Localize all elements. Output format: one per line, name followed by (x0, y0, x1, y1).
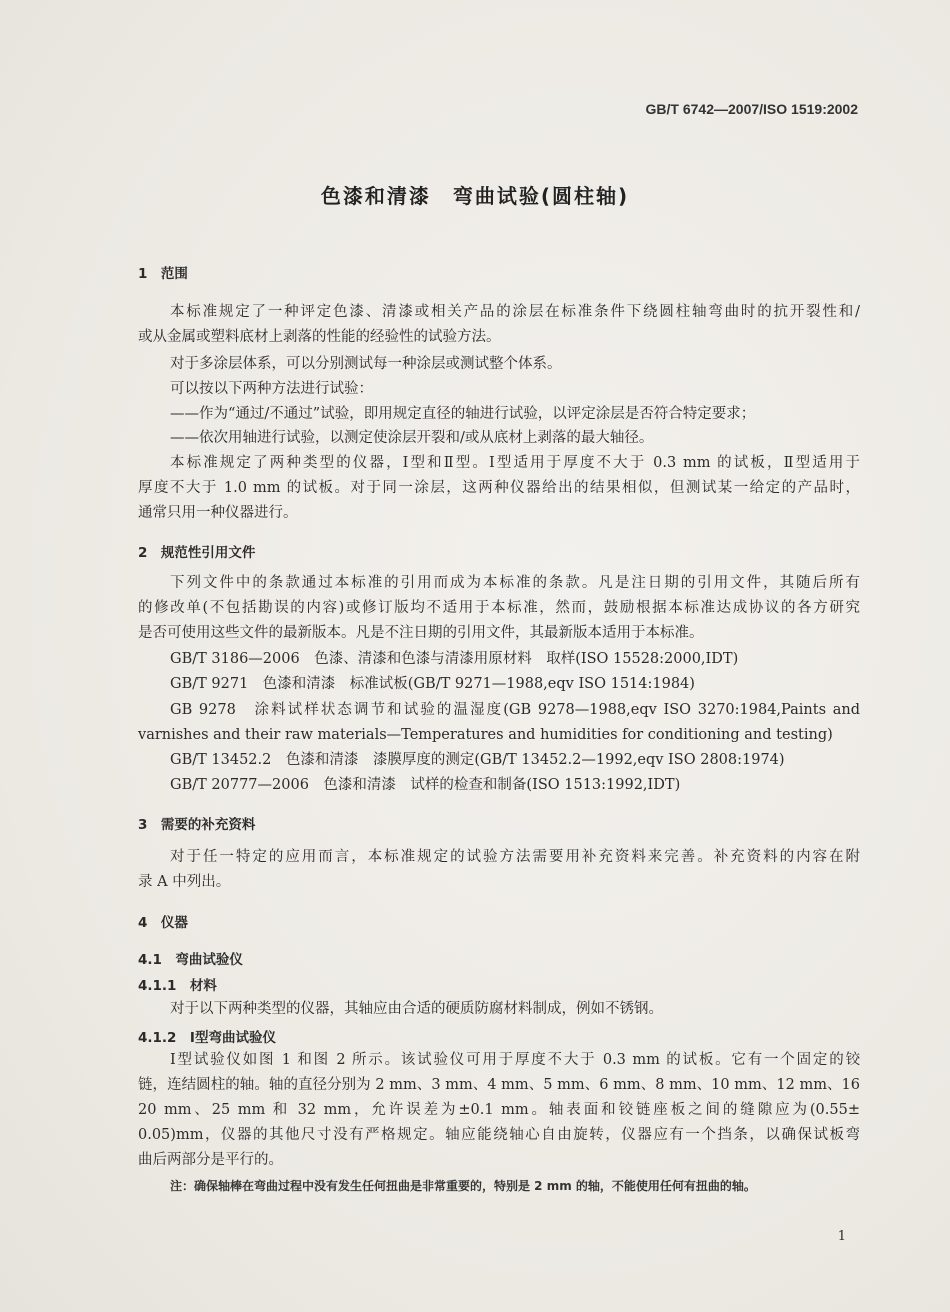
reference-item: GB/T 3186—2006 色漆、清漆和色漆与清漆用原材料 取样(ISO 15528:2000,IDT) (170, 651, 739, 667)
reference-item: varnishes and their raw materials—Temperatures and humidities for conditioning and testing) (138, 727, 833, 743)
section-4-heading: 4 仪器 (138, 915, 188, 931)
text-line: 或从金属或塑料底材上剥落的性能的经验性的试验方法。 (138, 329, 501, 345)
reference-item: GB/T 13452.2 色漆和清漆 漆膜厚度的测定(GB/T 13452.2—1992,eqv ISO 2808:1974) (170, 752, 785, 768)
text-line: 可以按以下两种方法进行试验： (170, 381, 373, 397)
reference-item: GB/T 9271 色漆和清漆 标准试板(GB/T 9271—1988,eqv ISO 1514:1984) (170, 676, 695, 692)
list-item: ——作为“通过/不通过”试验，即用规定直径的轴进行试验，以评定涂层是否符合特定要求； (170, 406, 756, 422)
text-line: 通常只用一种仪器进行。 (138, 505, 298, 521)
reference-item: GB/T 20777—2006 色漆和清漆 试样的检查和制备(ISO 1513:1992,IDT) (170, 777, 681, 793)
section-2-heading: 2 规范性引用文件 (138, 545, 256, 561)
text-line: 曲后两部分是平行的。 (138, 1152, 283, 1168)
text-line: 链，连结圆柱的轴。轴的直径分别为 2 mm、3 mm、4 mm、5 mm、6 mm、8 mm、10 mm、12 mm、16 (138, 1077, 860, 1093)
text-line: Ⅰ型试验仪如图 1 和图 2 所示。该试验仪可用于厚度不大于 0.3 mm 的试板。它有一个固定的铰 (170, 1052, 860, 1068)
section-1-heading: 1 范围 (138, 266, 188, 282)
text-line: 对于多涂层体系，可以分别测试每一种涂层或测试整个体系。 (170, 356, 562, 372)
standard-code: GB/T 6742—2007/ISO 1519:2002 (645, 101, 858, 117)
section-4-1-heading: 4.1 弯曲试验仪 (138, 952, 243, 968)
text-line: 20 mm、25 mm 和 32 mm，允许误差为±0.1 mm。轴表面和铰链座板之间的缝隙应为(0.55± (138, 1102, 860, 1118)
document-title: 色漆和清漆 弯曲试验(圆柱轴) (320, 184, 630, 208)
text-line: 厚度不大于 1.0 mm 的试板。对于同一涂层，这两种仪器给出的结果相似，但测试某一给定的产品时， (138, 480, 860, 496)
text-line: 是否可使用这些文件的最新版本。凡是不注日期的引用文件，其最新版本适用于本标准。 (138, 625, 704, 641)
text-line: 对于任一特定的应用而言，本标准规定的试验方法需要用补充资料来完善。补充资料的内容在附 (170, 849, 860, 865)
reference-item: GB 9278 涂料试样状态调节和试验的温湿度(GB 9278—1988,eqv ISO 3270:1984,Paints and (170, 702, 860, 718)
text-line: 本标准规定了一种评定色漆、清漆或相关产品的涂层在标准条件下绕圆柱轴弯曲时的抗开裂性和/ (170, 304, 860, 320)
text-line: 录 A 中列出。 (138, 874, 231, 890)
list-item: ——依次用轴进行试验，以测定使涂层开裂和/或从底材上剥落的最大轴径。 (170, 430, 654, 446)
section-4-1-2-heading: 4.1.2 Ⅰ型弯曲试验仪 (138, 1030, 276, 1046)
text-line: 下列文件中的条款通过本标准的引用而成为本标准的条款。凡是注日期的引用文件，其随后所有 (170, 575, 860, 591)
note: 注：确保轴棒在弯曲过程中没有发生任何扭曲是非常重要的，特别是 2 mm 的轴，不能使用任何有扭曲的轴。 (170, 1179, 756, 1193)
text-line: 0.05)mm，仪器的其他尺寸没有严格规定。轴应能绕轴心自由旋转，仪器应有一个挡条，以确保试板弯 (138, 1127, 860, 1143)
section-4-1-1-heading: 4.1.1 材料 (138, 978, 217, 994)
text-line: 本标准规定了两种类型的仪器，Ⅰ型和Ⅱ型。Ⅰ型适用于厚度不大于 0.3 mm 的试板，Ⅱ型适用于 (170, 455, 860, 471)
text-line: 对于以下两种类型的仪器，其轴应由合适的硬质防腐材料制成，例如不锈钢。 (170, 1001, 663, 1017)
text-line: 的修改单(不包括勘误的内容)或修订版均不适用于本标准，然而，鼓励根据本标准达成协议的各方研究 (138, 600, 860, 616)
section-3-heading: 3 需要的补充资料 (138, 817, 256, 833)
page-number: 1 (837, 1229, 846, 1244)
